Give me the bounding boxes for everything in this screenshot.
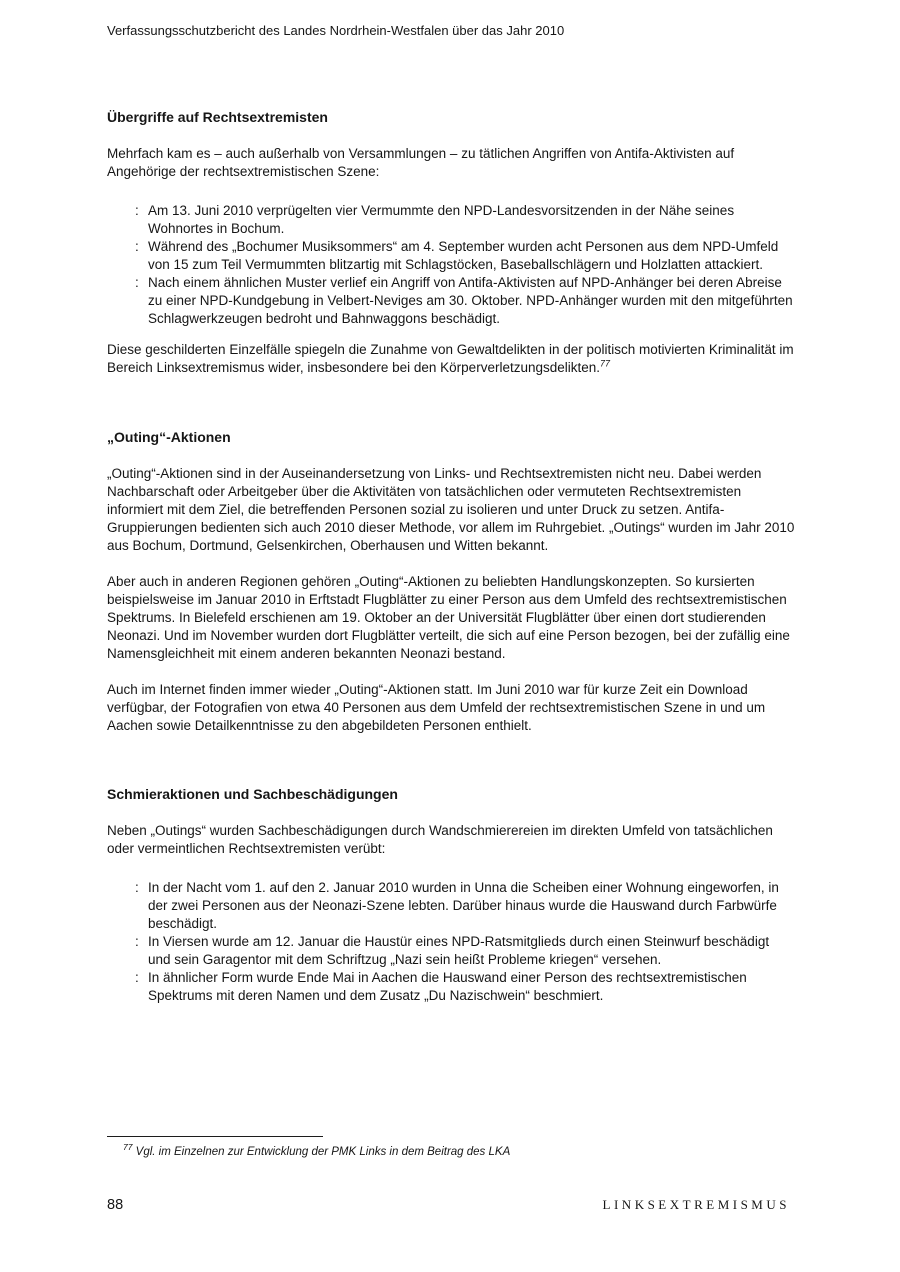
footnote-area [107, 1136, 795, 1159]
bullet-list-vandalism [107, 879, 795, 1005]
list-item-text: In der Nacht vom 1. auf den 2. Januar 2010 wurden in Unna die Scheiben einer Wohnung eingeworfen, in der zwei Personen aus der Neonazi-Szene lebten. Darüber hinaus wurde die Hauswand durch Farbwürfe beschädigt. [148, 880, 779, 931]
paragraph-attacks-closing-text: Diese geschilderten Einzelfälle spiegeln die Zunahme von Gewaltdelikten in der politisch motivierten Kriminalität im Bereich Linksextremismus wider, insbesondere bei den Körperverletzungsdelikten. [107, 342, 794, 375]
list-item-text: Am 13. Juni 2010 verprügelten vier Vermummte den NPD-Landesvorsitzenden in der Nähe seines Wohnortes in Bochum. [148, 203, 735, 236]
list-item-text: Während des „Bochumer Musiksommers“ am 4. September wurden acht Personen aus dem NPD-Umfeld von 15 zum Teil Vermummten blitzartig mit Schlagstöcken, Baseballschlägern und Holzlatten attackiert. [148, 239, 779, 272]
footnote-separator-rule [107, 1136, 323, 1137]
list-item [107, 969, 795, 1005]
list-bullet-marker: : [135, 239, 139, 254]
list-bullet-marker: : [135, 970, 139, 985]
footnote-marker: 77 [123, 1142, 133, 1153]
running-header-title: Verfassungsschutzbericht des Landes Nordrhein-Westfalen über das Jahr 2010 [107, 23, 565, 38]
list-item [107, 274, 795, 328]
list-item-text: In Viersen wurde am 12. Januar die Haustür eines NPD-Ratsmitglieds durch einen Steinwurf beschädigt und sein Garagentor mit dem Schriftzug „Nazi sein heißt Probleme kriegen“ versehen. [148, 934, 770, 967]
list-item [107, 933, 795, 969]
chapter-label: LINKSEXTREMISMUS [602, 1197, 790, 1212]
paragraph-attacks-closing [107, 341, 795, 377]
paragraph-outing-2: Aber auch in anderen Regionen gehören „Outing“-Aktionen zu beliebten Handlungskonzepten. So kursierten beispielsweise im Januar 2010 in Erftstadt Flugblätter zu einer Person aus dem Umfeld des rechtsextremistischen Spektrums. In Bielefeld erschienen am 19. Oktober an der Universität Flugblätter über einen dort studierenden Neonazi. Und im November wurden dort Flugblätter verteilt, die sich auf eine Person bezogen, bei der zufällig eine Namensgleichheit mit einem anderen bekannten Neonazi bestand. [107, 574, 790, 661]
section-heading-attacks: Übergriffe auf Rechtsextremisten [107, 109, 328, 125]
list-item-text: In ähnlicher Form wurde Ende Mai in Aachen die Hauswand einer Person des rechtsextremistischen Spektrums mit deren Namen und dem Zusatz „Du Nazischwein“ beschmiert. [148, 970, 747, 1003]
list-item [107, 238, 795, 274]
section-heading-vandalism: Schmieraktionen und Sachbeschädigungen [107, 786, 398, 802]
list-bullet-marker: : [135, 203, 139, 218]
footnote-reference-77: 77 [600, 358, 611, 369]
paragraph-vandalism-intro: Neben „Outings“ wurden Sachbeschädigungen durch Wandschmierereien im direkten Umfeld von tatsächlichen oder vermeintlichen Rechtsextremisten verübt: [107, 823, 773, 856]
bullet-list-attacks [107, 202, 795, 328]
list-bullet-marker: : [135, 880, 139, 895]
page-footer [107, 1197, 790, 1213]
page-content [107, 0, 795, 1005]
paragraph-attacks-intro: Mehrfach kam es – auch außerhalb von Versammlungen – zu tätlichen Angriffen von Antifa-Aktivisten auf Angehörige der rechtsextremistischen Szene: [107, 146, 735, 179]
section-heading-outing: „Outing“-Aktionen [107, 429, 231, 445]
paragraph-outing-1: „Outing“-Aktionen sind in der Auseinandersetzung von Links- und Rechtsextremisten nicht neu. Dabei werden Nachbarschaft oder Arbeitgeber über die Aktivitäten von tatsächlichen oder vermuteten Rechtsextremisten informiert mit dem Ziel, die betreffenden Personen sozial zu isolieren und unter Druck zu setzen. Antifa-Gruppierungen bedienten sich auch 2010 dieser Methode, vor allem im Ruhrgebiet. „Outings“ wurden im Jahr 2010 aus Bochum, Dortmund, Gelsenkirchen, Oberhausen und Witten bekannt. [107, 466, 795, 553]
list-bullet-marker: : [135, 934, 139, 949]
footnote-text: Vgl. im Einzelnen zur Entwicklung der PMK Links in dem Beitrag des LKA [135, 1146, 511, 1158]
list-bullet-marker: : [135, 275, 139, 290]
list-item-text: Nach einem ähnlichen Muster verlief ein Angriff von Antifa-Aktivisten auf NPD-Anhänger bei deren Abreise zu einer NPD-Kundgebung in Velbert-Neviges am 30. Oktober. NPD-Anhänger wurden mit den mitgeführten Schlagwerkzeugen bedroht und Bahnwaggons beschädigt. [148, 275, 793, 326]
paragraph-outing-3: Auch im Internet finden immer wieder „Outing“-Aktionen statt. Im Juni 2010 war für kurze Zeit ein Download verfügbar, der Fotografien von etwa 40 Personen aus dem Umfeld der rechtsextremistischen Szene in und um Aachen sowie Detailkenntnisse zu den abgebildeten Personen enthielt. [107, 682, 766, 733]
list-item [107, 879, 795, 933]
list-item [107, 202, 795, 238]
page-number: 88 [107, 1197, 124, 1213]
footnote [123, 1142, 795, 1159]
